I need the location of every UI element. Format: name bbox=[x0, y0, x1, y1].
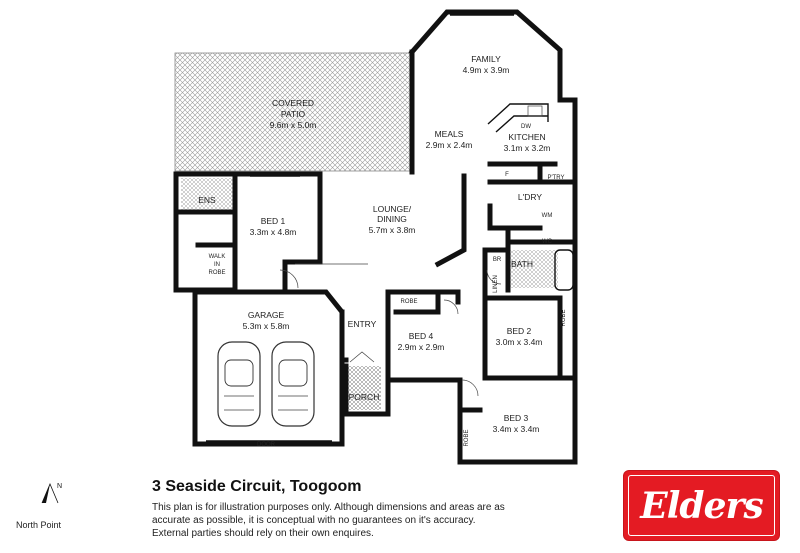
room-name-bed1: BED 1 bbox=[260, 216, 286, 226]
north-mark: N bbox=[57, 483, 63, 490]
room-dims-family: 4.9m x 3.9m bbox=[462, 65, 510, 75]
room-name-bath: BATH bbox=[510, 259, 534, 269]
room-name-patio-1: COVERED bbox=[271, 98, 315, 108]
fridge-label: F bbox=[505, 172, 509, 178]
room-dims-lounge: 5.7m x 3.8m bbox=[368, 225, 416, 235]
br-label: BR bbox=[492, 257, 502, 263]
north-point-label: North Point bbox=[16, 520, 62, 530]
room-name-meals: MEALS bbox=[434, 129, 464, 139]
room-name-bed3: BED 3 bbox=[503, 413, 529, 423]
room-name-lounge-1: LOUNGE/ bbox=[372, 204, 412, 214]
logo-text: Elders bbox=[640, 484, 763, 527]
bed2-robe-label: ROBE bbox=[561, 309, 567, 327]
bed4-robe-label: ROBE bbox=[400, 299, 418, 305]
room-name-garage: GARAGE bbox=[247, 310, 285, 320]
garage-door-label: DOOR bbox=[257, 442, 275, 448]
car-right-icon bbox=[272, 342, 314, 426]
pantry-label: P'TRY bbox=[547, 175, 565, 181]
room-name-ens: ENS bbox=[198, 195, 216, 205]
bed3-robe-label: ROBE bbox=[464, 429, 470, 447]
wc-label: WC bbox=[542, 239, 552, 245]
elders-logo bbox=[624, 471, 779, 540]
room-name-bed2: BED 2 bbox=[506, 326, 532, 336]
dishwasher-label: DW bbox=[521, 124, 531, 130]
room-dims-kitchen: 3.1m x 3.2m bbox=[503, 143, 551, 153]
room-dims-bed2: 3.0m x 3.4m bbox=[495, 337, 543, 347]
bath-tiles bbox=[508, 250, 558, 288]
room-name-kitchen: KITCHEN bbox=[508, 132, 546, 142]
room-dims-bed3: 3.4m x 3.4m bbox=[492, 424, 540, 434]
walk-in-robe-label-2: IN bbox=[214, 262, 220, 268]
walk-in-robe-label-3: ROBE bbox=[208, 270, 226, 276]
room-name-lounge-2: DINING bbox=[377, 214, 407, 224]
room-dims-bed4: 2.9m x 2.9m bbox=[397, 342, 445, 352]
logo-frame bbox=[628, 475, 775, 536]
linen-label: LINEN bbox=[493, 275, 499, 293]
room-name-patio-2: PATIO bbox=[280, 109, 306, 119]
room-dims-patio: 9.6m x 5.0m bbox=[269, 120, 317, 130]
car-left-icon bbox=[218, 342, 260, 426]
north-arrow-icon bbox=[42, 483, 62, 503]
room-name-ldry: L'DRY bbox=[517, 192, 543, 202]
room-name-porch: PORCH bbox=[348, 392, 380, 402]
walk-in-robe-label-1: WALK bbox=[208, 254, 226, 260]
room-dims-bed1: 3.3m x 4.8m bbox=[249, 227, 297, 237]
room-name-bed4: BED 4 bbox=[408, 331, 434, 341]
wm-label: WM bbox=[541, 213, 553, 219]
room-name-family: FAMILY bbox=[471, 54, 501, 64]
disclaimer-text: This plan is for illustration purposes only. Although dimensions and areas are as accurate as possible, it is conceptual with no guarantees on it's accuracy. External parties should rely on their own enquires. bbox=[152, 502, 505, 539]
room-dims-meals: 2.9m x 2.4m bbox=[425, 140, 473, 150]
room-name-entry: ENTRY bbox=[347, 319, 377, 329]
room-dims-garage: 5.3m x 5.8m bbox=[242, 321, 290, 331]
porch-area bbox=[348, 366, 381, 410]
property-address: 3 Seaside Circuit, Toogoom bbox=[152, 478, 362, 495]
